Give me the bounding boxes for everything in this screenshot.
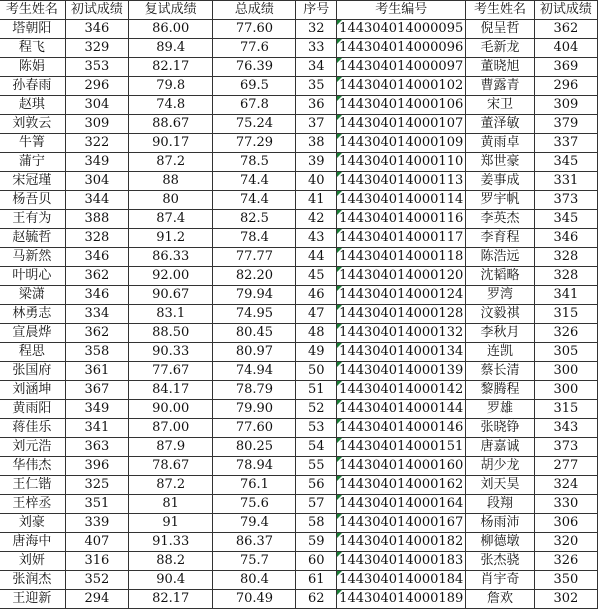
cell-exam-id[interactable]: 144304014000167 xyxy=(337,514,466,533)
cell-rank[interactable]: 41 xyxy=(296,191,337,210)
cell-total-score[interactable]: 75.24 xyxy=(213,115,296,134)
cell-exam-id[interactable]: 144304014000144 xyxy=(337,400,466,419)
cell-rank[interactable]: 59 xyxy=(296,533,337,552)
cell-total-score[interactable]: 82.5 xyxy=(213,210,296,229)
cell-initial-score[interactable]: 349 xyxy=(65,153,128,172)
cell-retest-score[interactable]: 88.50 xyxy=(128,324,212,343)
cell-initial-score[interactable]: 334 xyxy=(65,305,128,324)
cell-total-score[interactable]: 77.6 xyxy=(213,39,296,58)
cell-initial-score[interactable]: 296 xyxy=(65,77,128,96)
cell-candidate-name[interactable]: 梁潇 xyxy=(0,286,65,305)
cell-retest-score[interactable]: 79.8 xyxy=(128,77,212,96)
table-row[interactable] xyxy=(0,381,598,400)
cell-candidate-name[interactable]: 蒋佳乐 xyxy=(0,419,65,438)
cell-initial-score[interactable]: 358 xyxy=(65,343,128,362)
cell-candidate-name[interactable]: 王仁锴 xyxy=(0,476,65,495)
table-row[interactable] xyxy=(0,419,598,438)
cell-retest-score[interactable]: 80 xyxy=(128,191,212,210)
table-row[interactable] xyxy=(0,590,598,609)
cell-candidate-name[interactable]: 黎腾程 xyxy=(466,381,535,400)
cell-initial-score[interactable]: 349 xyxy=(65,400,128,419)
cell-rank[interactable]: 40 xyxy=(296,172,337,191)
cell-candidate-name[interactable]: 张杰骁 xyxy=(466,552,535,571)
cell-initial-score[interactable]: 320 xyxy=(534,533,597,552)
cell-rank[interactable]: 57 xyxy=(296,495,337,514)
cell-exam-id[interactable]: 144304014000183 xyxy=(337,552,466,571)
column-header-initial-score[interactable]: 初试成绩 xyxy=(65,1,128,20)
cell-candidate-name[interactable]: 宋卫 xyxy=(466,96,535,115)
cell-initial-score[interactable]: 341 xyxy=(65,419,128,438)
cell-initial-score[interactable]: 315 xyxy=(534,305,597,324)
cell-initial-score[interactable]: 351 xyxy=(65,495,128,514)
table-row[interactable] xyxy=(0,343,598,362)
cell-retest-score[interactable]: 88.2 xyxy=(128,552,212,571)
cell-exam-id[interactable]: 144304014000184 xyxy=(337,571,466,590)
table-row[interactable] xyxy=(0,267,598,286)
table-row[interactable] xyxy=(0,438,598,457)
table-row[interactable] xyxy=(0,77,598,96)
table-row[interactable] xyxy=(0,400,598,419)
cell-retest-score[interactable]: 90.17 xyxy=(128,134,212,153)
cell-initial-score[interactable]: 339 xyxy=(65,514,128,533)
cell-total-score[interactable]: 74.4 xyxy=(213,172,296,191)
cell-initial-score[interactable]: 396 xyxy=(65,457,128,476)
cell-candidate-name[interactable]: 姜事成 xyxy=(466,172,535,191)
table-row[interactable] xyxy=(0,115,598,134)
cell-initial-score[interactable]: 331 xyxy=(534,172,597,191)
cell-exam-id[interactable]: 144304014000109 xyxy=(337,134,466,153)
cell-total-score[interactable]: 77.29 xyxy=(213,134,296,153)
cell-exam-id[interactable]: 144304014000097 xyxy=(337,58,466,77)
cell-exam-id[interactable]: 144304014000132 xyxy=(337,324,466,343)
cell-exam-id[interactable]: 144304014000189 xyxy=(337,590,466,609)
cell-candidate-name[interactable]: 程思 xyxy=(0,343,65,362)
cell-initial-score[interactable]: 328 xyxy=(534,248,597,267)
cell-exam-id[interactable]: 144304014000096 xyxy=(337,39,466,58)
cell-exam-id[interactable]: 144304014000110 xyxy=(337,153,466,172)
cell-retest-score[interactable]: 78.67 xyxy=(128,457,212,476)
cell-rank[interactable]: 43 xyxy=(296,229,337,248)
cell-candidate-name[interactable]: 蒲宁 xyxy=(0,153,65,172)
column-header-rank[interactable]: 序号 xyxy=(296,1,337,20)
cell-initial-score[interactable]: 346 xyxy=(534,229,597,248)
cell-initial-score[interactable]: 407 xyxy=(65,533,128,552)
cell-initial-score[interactable]: 294 xyxy=(65,590,128,609)
cell-retest-score[interactable]: 87.4 xyxy=(128,210,212,229)
cell-total-score[interactable]: 77.60 xyxy=(213,20,296,39)
cell-candidate-name[interactable]: 蔡长清 xyxy=(466,362,535,381)
cell-retest-score[interactable]: 88.67 xyxy=(128,115,212,134)
cell-rank[interactable]: 60 xyxy=(296,552,337,571)
cell-initial-score[interactable]: 309 xyxy=(65,115,128,134)
cell-rank[interactable]: 48 xyxy=(296,324,337,343)
cell-candidate-name[interactable]: 倪呈哲 xyxy=(466,20,535,39)
cell-retest-score[interactable]: 90.67 xyxy=(128,286,212,305)
cell-candidate-name[interactable]: 刘豪 xyxy=(0,514,65,533)
cell-retest-score[interactable]: 87.2 xyxy=(128,476,212,495)
cell-initial-score[interactable]: 388 xyxy=(65,210,128,229)
cell-candidate-name[interactable]: 塔朝阳 xyxy=(0,20,65,39)
cell-candidate-name[interactable]: 张润杰 xyxy=(0,571,65,590)
cell-rank[interactable]: 37 xyxy=(296,115,337,134)
cell-initial-score[interactable]: 337 xyxy=(534,134,597,153)
cell-candidate-name[interactable]: 刘天昊 xyxy=(466,476,535,495)
cell-total-score[interactable]: 70.49 xyxy=(213,590,296,609)
cell-total-score[interactable]: 78.94 xyxy=(213,457,296,476)
cell-retest-score[interactable]: 82.17 xyxy=(128,590,212,609)
table-row[interactable] xyxy=(0,191,598,210)
header-row xyxy=(0,1,598,20)
cell-candidate-name[interactable]: 罗湾 xyxy=(466,286,535,305)
cell-candidate-name[interactable]: 王梓丞 xyxy=(0,495,65,514)
cell-retest-score[interactable]: 91.2 xyxy=(128,229,212,248)
cell-total-score[interactable]: 79.94 xyxy=(213,286,296,305)
table-row[interactable] xyxy=(0,172,598,191)
cell-candidate-name[interactable]: 刘涵坤 xyxy=(0,381,65,400)
cell-retest-score[interactable]: 90.33 xyxy=(128,343,212,362)
cell-candidate-name[interactable]: 陈娟 xyxy=(0,58,65,77)
cell-initial-score[interactable]: 344 xyxy=(65,191,128,210)
cell-initial-score[interactable]: 345 xyxy=(534,153,597,172)
cell-exam-id[interactable]: 144304014000164 xyxy=(337,495,466,514)
cell-candidate-name[interactable]: 张晓铮 xyxy=(466,419,535,438)
cell-candidate-name[interactable]: 刘妍 xyxy=(0,552,65,571)
cell-exam-id[interactable]: 144304014000118 xyxy=(337,248,466,267)
cell-initial-score[interactable]: 316 xyxy=(65,552,128,571)
cell-initial-score[interactable]: 345 xyxy=(534,210,597,229)
cell-total-score[interactable]: 78.5 xyxy=(213,153,296,172)
cell-initial-score[interactable]: 309 xyxy=(534,96,597,115)
cell-candidate-name[interactable]: 杨吾贝 xyxy=(0,191,65,210)
cell-candidate-name[interactable]: 肖宇奇 xyxy=(466,571,535,590)
cell-initial-score[interactable]: 367 xyxy=(65,381,128,400)
cell-candidate-name[interactable]: 罗雄 xyxy=(466,400,535,419)
cell-initial-score[interactable]: 362 xyxy=(65,324,128,343)
cell-candidate-name[interactable]: 沈韬略 xyxy=(466,267,535,286)
cell-initial-score[interactable]: 277 xyxy=(534,457,597,476)
cell-rank[interactable]: 44 xyxy=(296,248,337,267)
cell-total-score[interactable]: 74.4 xyxy=(213,191,296,210)
column-header-candidate-name[interactable]: 考生姓名 xyxy=(0,1,65,20)
cell-retest-score[interactable]: 88 xyxy=(128,172,212,191)
cell-rank[interactable]: 45 xyxy=(296,267,337,286)
cell-total-score[interactable]: 80.97 xyxy=(213,343,296,362)
cell-candidate-name[interactable]: 董晓旭 xyxy=(466,58,535,77)
table-row[interactable] xyxy=(0,571,598,590)
cell-retest-score[interactable]: 86.33 xyxy=(128,248,212,267)
cell-retest-score[interactable]: 86.00 xyxy=(128,20,212,39)
table-row[interactable] xyxy=(0,153,598,172)
cell-candidate-name[interactable]: 华伟杰 xyxy=(0,457,65,476)
cell-retest-score[interactable]: 87.2 xyxy=(128,153,212,172)
table-row[interactable] xyxy=(0,552,598,571)
cell-exam-id[interactable]: 144304014000113 xyxy=(337,172,466,191)
table-row[interactable] xyxy=(0,248,598,267)
cell-rank[interactable]: 58 xyxy=(296,514,337,533)
cell-rank[interactable]: 46 xyxy=(296,286,337,305)
cell-rank[interactable]: 51 xyxy=(296,381,337,400)
cell-candidate-name[interactable]: 王有为 xyxy=(0,210,65,229)
cell-initial-score[interactable]: 328 xyxy=(534,267,597,286)
cell-candidate-name[interactable]: 孙春雨 xyxy=(0,77,65,96)
cell-candidate-name[interactable]: 王迎新 xyxy=(0,590,65,609)
cell-initial-score[interactable]: 373 xyxy=(534,438,597,457)
cell-candidate-name[interactable]: 罗宇帆 xyxy=(466,191,535,210)
cell-candidate-name[interactable]: 李英杰 xyxy=(466,210,535,229)
cell-retest-score[interactable]: 77.67 xyxy=(128,362,212,381)
cell-candidate-name[interactable]: 程飞 xyxy=(0,39,65,58)
cell-initial-score[interactable]: 325 xyxy=(65,476,128,495)
table-row[interactable] xyxy=(0,20,598,39)
cell-exam-id[interactable]: 144304014000146 xyxy=(337,419,466,438)
table-row[interactable] xyxy=(0,457,598,476)
table-row[interactable] xyxy=(0,324,598,343)
cell-candidate-name[interactable]: 马新然 xyxy=(0,248,65,267)
cell-candidate-name[interactable]: 赵毓哲 xyxy=(0,229,65,248)
cell-initial-score[interactable]: 300 xyxy=(534,362,597,381)
cell-initial-score[interactable]: 306 xyxy=(534,514,597,533)
cell-exam-id[interactable]: 144304014000120 xyxy=(337,267,466,286)
cell-retest-score[interactable]: 82.17 xyxy=(128,58,212,77)
column-header-candidate-name[interactable]: 考生姓名 xyxy=(466,1,535,20)
cell-rank[interactable]: 35 xyxy=(296,77,337,96)
table-row[interactable] xyxy=(0,533,598,552)
cell-retest-score[interactable]: 87.9 xyxy=(128,438,212,457)
cell-exam-id[interactable]: 144304014000134 xyxy=(337,343,466,362)
table-row[interactable] xyxy=(0,210,598,229)
cell-initial-score[interactable]: 304 xyxy=(65,96,128,115)
cell-retest-score[interactable]: 91 xyxy=(128,514,212,533)
cell-exam-id[interactable]: 144304014000151 xyxy=(337,438,466,457)
cell-rank[interactable]: 32 xyxy=(296,20,337,39)
cell-initial-score[interactable]: 379 xyxy=(534,115,597,134)
cell-total-score[interactable]: 76.39 xyxy=(213,58,296,77)
cell-retest-score[interactable]: 90.00 xyxy=(128,400,212,419)
cell-candidate-name[interactable]: 汶毅祺 xyxy=(466,305,535,324)
cell-initial-score[interactable]: 326 xyxy=(534,324,597,343)
cell-initial-score[interactable]: 361 xyxy=(65,362,128,381)
cell-rank[interactable]: 54 xyxy=(296,438,337,457)
cell-candidate-name[interactable]: 柳德墩 xyxy=(466,533,535,552)
cell-rank[interactable]: 38 xyxy=(296,134,337,153)
cell-total-score[interactable]: 82.20 xyxy=(213,267,296,286)
cell-initial-score[interactable]: 343 xyxy=(534,419,597,438)
cell-exam-id[interactable]: 144304014000114 xyxy=(337,191,466,210)
cell-candidate-name[interactable]: 董泽敏 xyxy=(466,115,535,134)
table-row[interactable] xyxy=(0,96,598,115)
cell-initial-score[interactable]: 300 xyxy=(534,381,597,400)
cell-candidate-name[interactable]: 赵琪 xyxy=(0,96,65,115)
cell-retest-score[interactable]: 91.33 xyxy=(128,533,212,552)
cell-candidate-name[interactable]: 黄雨卓 xyxy=(466,134,535,153)
cell-rank[interactable]: 47 xyxy=(296,305,337,324)
cell-candidate-name[interactable]: 牛箐 xyxy=(0,134,65,153)
cell-rank[interactable]: 33 xyxy=(296,39,337,58)
cell-initial-score[interactable]: 315 xyxy=(534,400,597,419)
cell-initial-score[interactable]: 346 xyxy=(65,248,128,267)
cell-exam-id[interactable]: 144304014000182 xyxy=(337,533,466,552)
cell-initial-score[interactable]: 341 xyxy=(534,286,597,305)
cell-initial-score[interactable]: 302 xyxy=(534,590,597,609)
cell-initial-score[interactable]: 305 xyxy=(534,343,597,362)
cell-total-score[interactable]: 74.95 xyxy=(213,305,296,324)
cell-initial-score[interactable]: 322 xyxy=(65,134,128,153)
cell-exam-id[interactable]: 144304014000139 xyxy=(337,362,466,381)
cell-retest-score[interactable]: 87.00 xyxy=(128,419,212,438)
cell-total-score[interactable]: 75.6 xyxy=(213,495,296,514)
cell-total-score[interactable]: 77.60 xyxy=(213,419,296,438)
cell-candidate-name[interactable]: 唐嘉诚 xyxy=(466,438,535,457)
table-row[interactable] xyxy=(0,286,598,305)
cell-initial-score[interactable]: 328 xyxy=(65,229,128,248)
cell-exam-id[interactable]: 144304014000095 xyxy=(337,20,466,39)
cell-rank[interactable]: 34 xyxy=(296,58,337,77)
cell-candidate-name[interactable]: 詹欢 xyxy=(466,590,535,609)
cell-candidate-name[interactable]: 叶明心 xyxy=(0,267,65,286)
table-header xyxy=(0,1,598,20)
cell-exam-id[interactable]: 144304014000102 xyxy=(337,77,466,96)
column-header-exam-id[interactable]: 考生编号 xyxy=(337,1,466,20)
cell-initial-score[interactable]: 369 xyxy=(534,58,597,77)
cell-candidate-name[interactable]: 张国府 xyxy=(0,362,65,381)
table-row[interactable] xyxy=(0,495,598,514)
cell-candidate-name[interactable]: 李秋月 xyxy=(466,324,535,343)
cell-initial-score[interactable]: 404 xyxy=(534,39,597,58)
cell-candidate-name[interactable]: 毛新龙 xyxy=(466,39,535,58)
table-row[interactable] xyxy=(0,476,598,495)
cell-total-score[interactable]: 78.79 xyxy=(213,381,296,400)
cell-candidate-name[interactable]: 陈浩远 xyxy=(466,248,535,267)
cell-retest-score[interactable]: 92.00 xyxy=(128,267,212,286)
cell-rank[interactable]: 36 xyxy=(296,96,337,115)
cell-retest-score[interactable]: 83.1 xyxy=(128,305,212,324)
cell-exam-id[interactable]: 144304014000124 xyxy=(337,286,466,305)
cell-initial-score[interactable]: 363 xyxy=(65,438,128,457)
table-row[interactable] xyxy=(0,305,598,324)
cell-initial-score[interactable]: 329 xyxy=(65,39,128,58)
cell-total-score[interactable]: 79.4 xyxy=(213,514,296,533)
cell-initial-score[interactable]: 350 xyxy=(534,571,597,590)
cell-rank[interactable]: 53 xyxy=(296,419,337,438)
table-row[interactable] xyxy=(0,514,598,533)
cell-exam-id[interactable]: 144304014000106 xyxy=(337,96,466,115)
cell-candidate-name[interactable]: 段翔 xyxy=(466,495,535,514)
cell-candidate-name[interactable]: 郑世豪 xyxy=(466,153,535,172)
table-body xyxy=(0,20,598,609)
cell-total-score[interactable]: 75.7 xyxy=(213,552,296,571)
cell-rank[interactable]: 55 xyxy=(296,457,337,476)
cell-initial-score[interactable]: 362 xyxy=(65,267,128,286)
cell-exam-id[interactable]: 144304014000117 xyxy=(337,229,466,248)
cell-total-score[interactable]: 80.4 xyxy=(213,571,296,590)
cell-rank[interactable]: 39 xyxy=(296,153,337,172)
column-header-initial-score[interactable]: 初试成绩 xyxy=(534,1,597,20)
cell-rank[interactable]: 62 xyxy=(296,590,337,609)
cell-rank[interactable]: 56 xyxy=(296,476,337,495)
cell-exam-id[interactable]: 144304014000128 xyxy=(337,305,466,324)
cell-rank[interactable]: 61 xyxy=(296,571,337,590)
table-row[interactable] xyxy=(0,134,598,153)
cell-total-score[interactable]: 80.45 xyxy=(213,324,296,343)
cell-candidate-name[interactable]: 黄雨阳 xyxy=(0,400,65,419)
cell-total-score[interactable]: 79.90 xyxy=(213,400,296,419)
cell-retest-score[interactable]: 89.4 xyxy=(128,39,212,58)
cell-total-score[interactable]: 69.5 xyxy=(213,77,296,96)
cell-initial-score[interactable]: 326 xyxy=(534,552,597,571)
cell-exam-id[interactable]: 144304014000160 xyxy=(337,457,466,476)
cell-total-score[interactable]: 80.25 xyxy=(213,438,296,457)
cell-total-score[interactable]: 78.4 xyxy=(213,229,296,248)
cell-rank[interactable]: 42 xyxy=(296,210,337,229)
column-header-retest-score[interactable]: 复试成绩 xyxy=(128,1,212,20)
table-row[interactable] xyxy=(0,362,598,381)
cell-rank[interactable]: 50 xyxy=(296,362,337,381)
cell-candidate-name[interactable]: 刘元浩 xyxy=(0,438,65,457)
cell-retest-score[interactable]: 81 xyxy=(128,495,212,514)
cell-candidate-name[interactable]: 林勇志 xyxy=(0,305,65,324)
cell-candidate-name[interactable]: 李育程 xyxy=(466,229,535,248)
cell-candidate-name[interactable]: 胡少龙 xyxy=(466,457,535,476)
cell-exam-id[interactable]: 144304014000116 xyxy=(337,210,466,229)
cell-initial-score[interactable]: 324 xyxy=(534,476,597,495)
cell-retest-score[interactable]: 90.4 xyxy=(128,571,212,590)
cell-total-score[interactable]: 74.94 xyxy=(213,362,296,381)
column-header-total-score[interactable]: 总成绩 xyxy=(213,1,296,20)
cell-exam-id[interactable]: 144304014000162 xyxy=(337,476,466,495)
cell-retest-score[interactable]: 84.17 xyxy=(128,381,212,400)
cell-initial-score[interactable]: 346 xyxy=(65,20,128,39)
cell-initial-score[interactable]: 362 xyxy=(534,20,597,39)
cell-candidate-name[interactable]: 曹露青 xyxy=(466,77,535,96)
cell-initial-score[interactable]: 304 xyxy=(65,172,128,191)
cell-initial-score[interactable]: 352 xyxy=(65,571,128,590)
cell-candidate-name[interactable]: 连凯 xyxy=(466,343,535,362)
table-row[interactable] xyxy=(0,58,598,77)
cell-candidate-name[interactable]: 唐海中 xyxy=(0,533,65,552)
cell-total-score[interactable]: 86.37 xyxy=(213,533,296,552)
cell-candidate-name[interactable]: 杨雨沛 xyxy=(466,514,535,533)
cell-candidate-name[interactable]: 宣晨烨 xyxy=(0,324,65,343)
cell-total-score[interactable]: 76.1 xyxy=(213,476,296,495)
cell-exam-id[interactable]: 144304014000142 xyxy=(337,381,466,400)
cell-total-score[interactable]: 67.8 xyxy=(213,96,296,115)
cell-rank[interactable]: 52 xyxy=(296,400,337,419)
table-row[interactable] xyxy=(0,229,598,248)
cell-exam-id[interactable]: 144304014000107 xyxy=(337,115,466,134)
cell-initial-score[interactable]: 353 xyxy=(65,58,128,77)
cell-initial-score[interactable]: 373 xyxy=(534,191,597,210)
table-row[interactable] xyxy=(0,39,598,58)
cell-initial-score[interactable]: 296 xyxy=(534,77,597,96)
cell-initial-score[interactable]: 330 xyxy=(534,495,597,514)
cell-candidate-name[interactable]: 刘敦云 xyxy=(0,115,65,134)
cell-candidate-name[interactable]: 宋冠瑾 xyxy=(0,172,65,191)
cell-rank[interactable]: 49 xyxy=(296,343,337,362)
cell-total-score[interactable]: 77.77 xyxy=(213,248,296,267)
cell-initial-score[interactable]: 346 xyxy=(65,286,128,305)
cell-retest-score[interactable]: 74.8 xyxy=(128,96,212,115)
